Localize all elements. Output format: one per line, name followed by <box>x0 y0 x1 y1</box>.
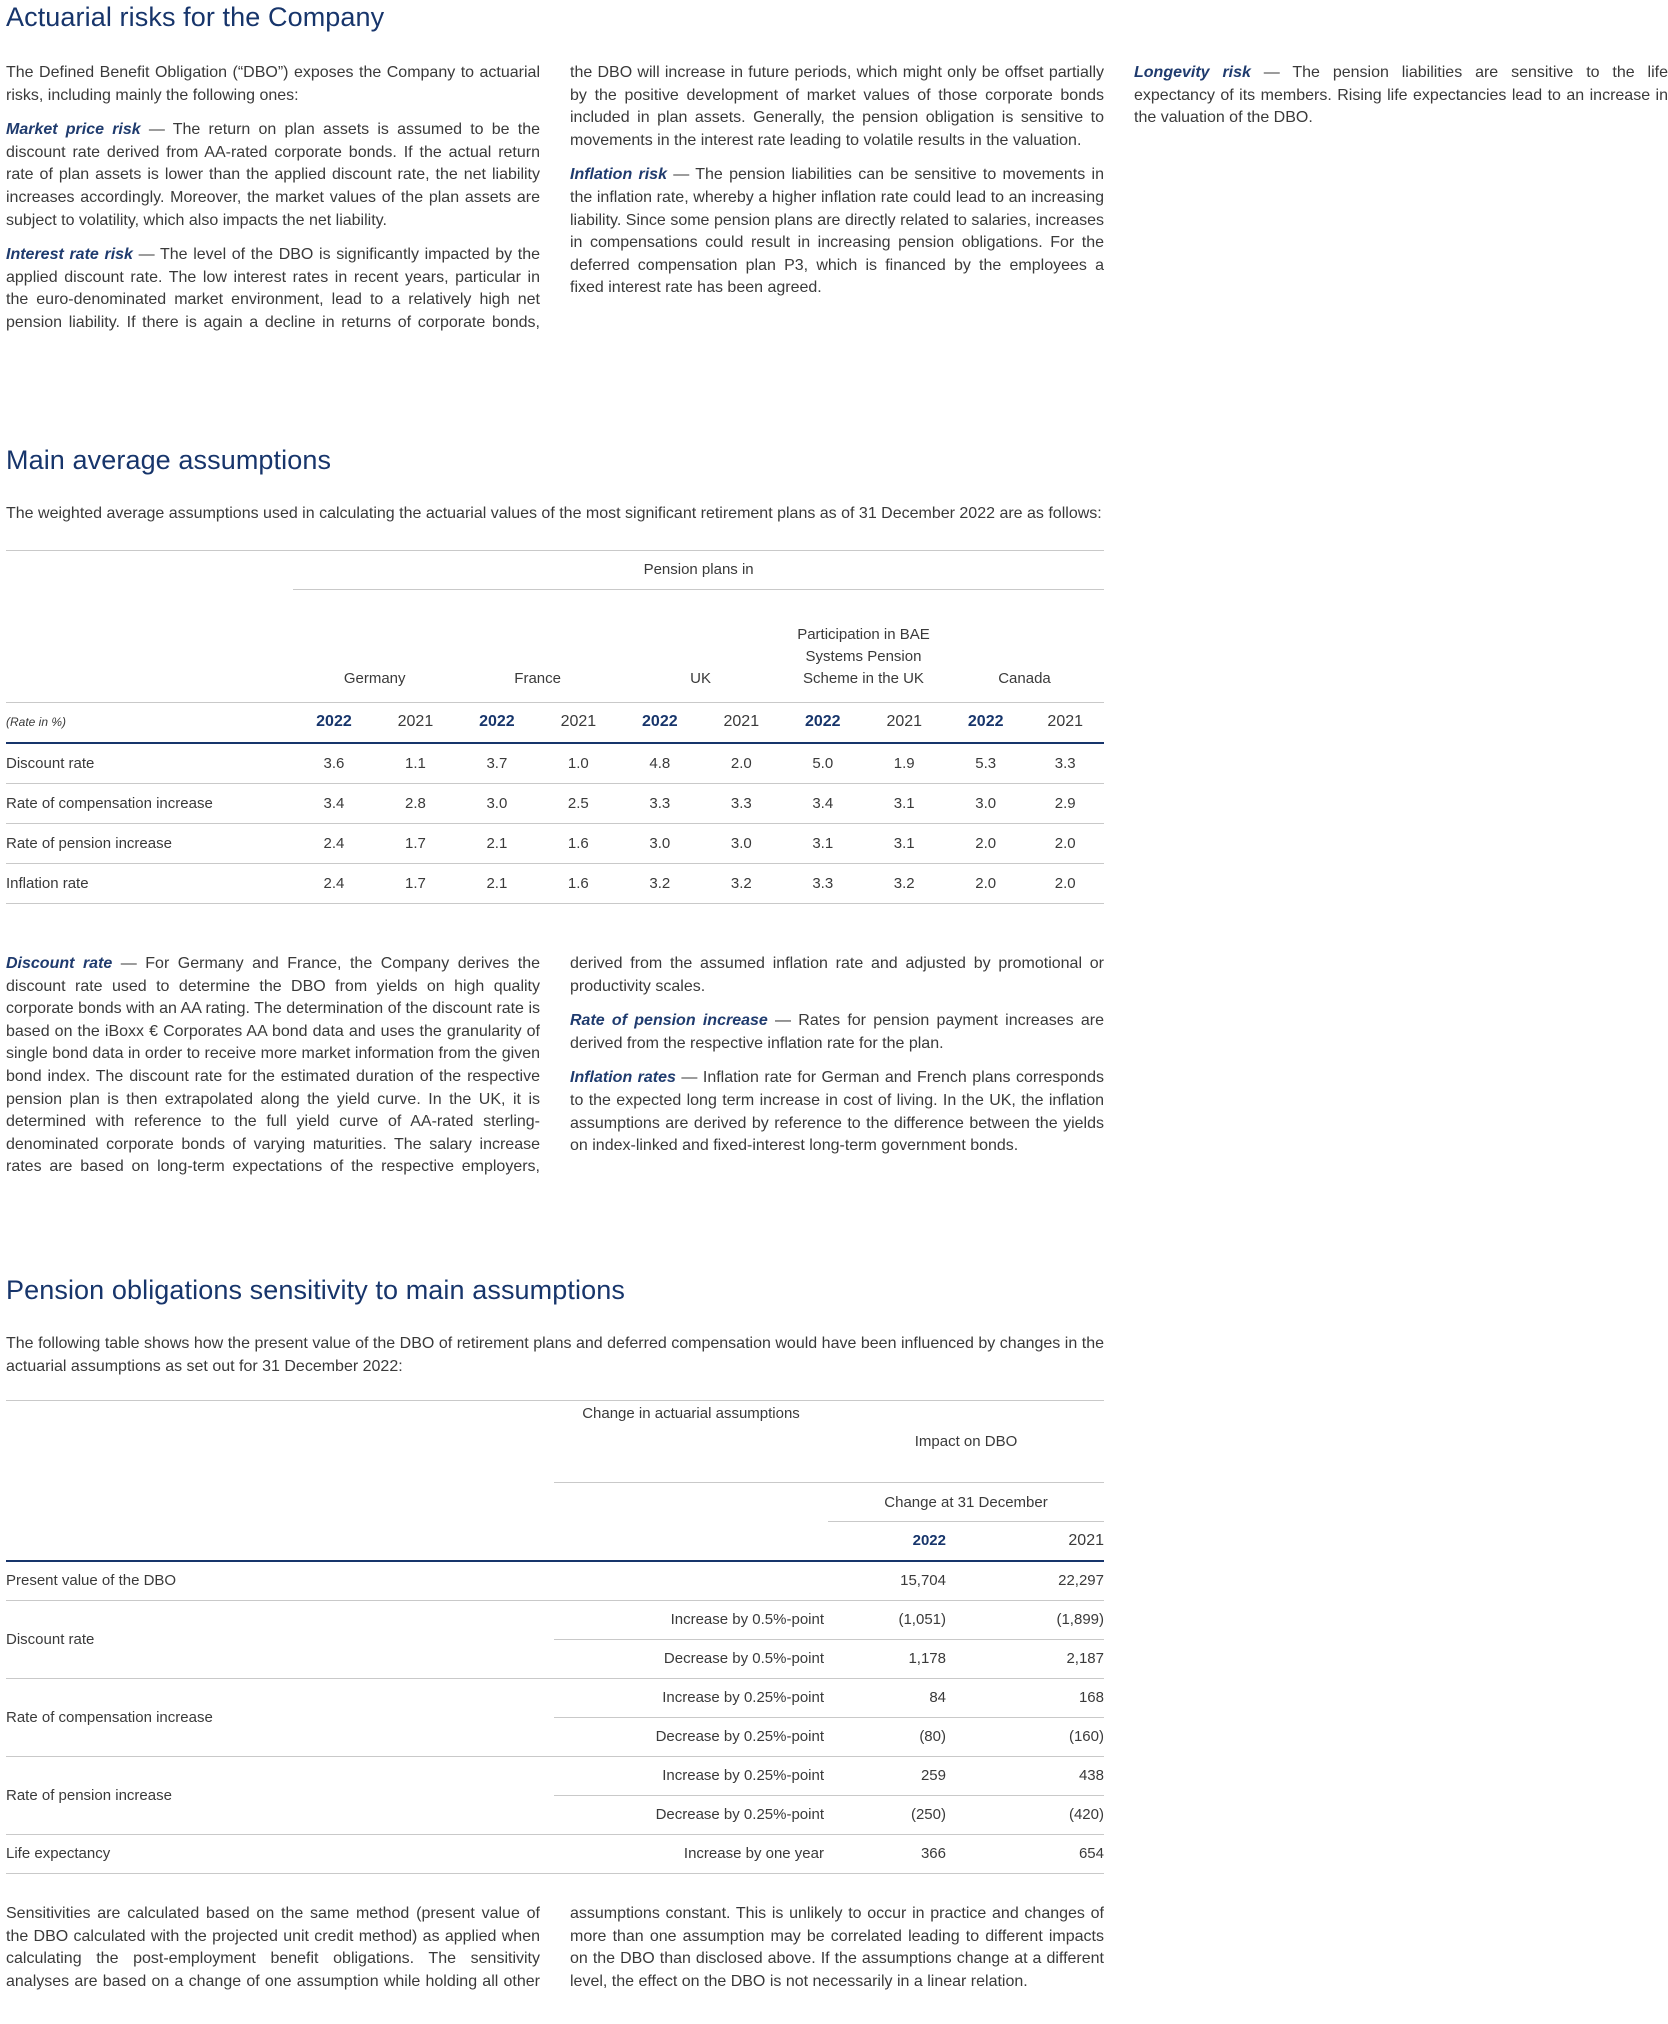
table-cell: 3.0 <box>649 834 671 852</box>
table-cell: 1.7 <box>404 874 426 892</box>
inflation-risk-label: Inflation risk <box>570 166 667 184</box>
table-cell: Increase by 0.25%-point <box>662 1689 824 1707</box>
table-cell: 2.1 <box>486 834 508 852</box>
row-label: Rate of compensation increase <box>6 1678 554 1756</box>
table-cell: Decrease by 0.5%-point <box>663 1650 824 1668</box>
year-header: 2021 <box>397 713 434 731</box>
main-assumptions-title: Main average assumptions <box>6 445 332 475</box>
table-cell: 259 <box>920 1767 946 1785</box>
table-row <box>6 823 1104 863</box>
table-cell: 84 <box>929 1689 946 1707</box>
table-cell: 2.0 <box>730 754 752 772</box>
table-cell: 1.1 <box>404 754 426 772</box>
longevity-risk-text: — The pension liabilities are sensitive to the life expectancy of its members. Rising life expectancies lead to an increase in the valuation of the DBO. <box>1134 64 1668 127</box>
table-cell: 3.0 <box>975 794 997 812</box>
table-cell: 2.0 <box>1054 834 1076 852</box>
year-header: 2021 <box>560 713 597 731</box>
pension-increase-note <box>570 1010 1104 1055</box>
table-cell: 2.9 <box>1054 794 1076 812</box>
table-cell: (160) <box>1068 1728 1104 1746</box>
table-cell: 3.1 <box>893 794 915 812</box>
table-cell: 22,297 <box>1058 1572 1104 1590</box>
table-cell: 2.0 <box>1054 874 1076 892</box>
change-at-header: Change at 31 December <box>828 1483 1104 1522</box>
table-cell: 2.1 <box>486 874 508 892</box>
rate-in-percent-label: (Rate in %) <box>6 715 67 730</box>
actuarial-risks-title: Actuarial risks for the Company <box>6 2 385 32</box>
plan-bae-header: Participation in BAE Systems Pension Scheme in the UK <box>797 625 930 687</box>
table-cell: 2.0 <box>975 834 997 852</box>
interest-rate-risk-label: Interest rate risk <box>6 246 133 264</box>
table-cell: 3.4 <box>812 794 834 812</box>
sensitivity-table <box>6 1400 1104 1874</box>
market-price-risk-label: Market price risk <box>6 121 141 139</box>
table-cell: 366 <box>920 1845 946 1863</box>
year-header: 2022 <box>912 1532 946 1550</box>
table-cell: 2.4 <box>323 874 345 892</box>
table-cell: Increase by 0.25%-point <box>662 1767 824 1785</box>
table-cell: (1,899) <box>1056 1611 1104 1629</box>
year-header: 2021 <box>1068 1531 1104 1549</box>
row-label: Discount rate <box>6 754 95 772</box>
discount-rate-note-label: Discount rate <box>6 955 113 972</box>
year-header: 2022 <box>967 713 1004 731</box>
table-cell: Increase by 0.5%-point <box>670 1611 824 1629</box>
table-row <box>6 1600 1104 1639</box>
inflation-rates-note-text: — Inflation rate for German and French plans corresponds to the expected long term increase in cost of living. In the UK, the inflation assumptions are derived by reference to the difference between the yields on index-linked and fixed-interest long-term government bonds. <box>570 1069 1105 1155</box>
table-cell: 3.0 <box>730 834 752 852</box>
table-cell: 1,178 <box>908 1650 946 1668</box>
longevity-risk-paragraph <box>1134 62 1668 130</box>
sensitivity-footer-text: Sensitivities are calculated based on the same method (present value of the DBO calculated with the projected unit credit method) as applied when calculating the post-employment benefit obligations. The sensitivity analyses are based on a change of one assumption while holding all other assumptions constant. This is unlikely to occur in practice and changes of more than one assumption may be correlated leading to different impacts on the DBO than disclosed above. If the assumptions change at a different level, the effect on the DBO is not necessarily in a linear relation. <box>6 1905 1104 1990</box>
table-cell: 3.7 <box>486 754 508 772</box>
table-cell: (250) <box>910 1806 946 1824</box>
sensitivity-section <box>6 1273 1104 1874</box>
plan-france-header: France <box>514 669 561 687</box>
table-cell: 3.3 <box>649 794 671 812</box>
change-in-assumptions-header: Change in actuarial assumptions <box>554 1401 828 1483</box>
table-cell: 3.0 <box>486 794 508 812</box>
plan-canada-header: Canada <box>998 669 1051 687</box>
table-row <box>6 1678 1104 1717</box>
row-label: Discount rate <box>6 1630 95 1648</box>
table-cell: 3.4 <box>323 794 345 812</box>
inflation-rates-note-label: Inflation rates <box>570 1069 676 1087</box>
year-header: 2021 <box>723 713 760 731</box>
plan-germany-header: Germany <box>343 669 406 687</box>
table-cell: (80) <box>919 1728 946 1746</box>
inflation-risk-text: — The pension liabilities can be sensitive to movements in the inflation rate, whereby a higher inflation rate could lead to an increasing liability. Since some pension plans are directly related to salaries, increases in compensations could result in increasing pension obligations. For the deferred compensation plan P3, which is financed by the employees a fixed interest rate has been agreed. <box>570 166 1104 297</box>
year-header: 2022 <box>479 713 515 731</box>
pension-increase-note-text: — Rates for pension payment increases are derived from the respective inflation rate for the plan. <box>570 1012 1104 1052</box>
longevity-risk-label: Longevity risk <box>1134 64 1251 81</box>
table-cell: Decrease by 0.25%-point <box>655 1806 824 1824</box>
table-cell: Decrease by 0.25%-point <box>655 1728 824 1746</box>
table-cell: 2.5 <box>567 794 589 812</box>
table-cell: 4.8 <box>649 754 671 772</box>
sensitivity-intro: The following table shows how the present value of the DBO of retirement plans and deferred compensation would have been influenced by changes in the actuarial assumptions as set out for 31 December 2022: <box>6 1335 1104 1375</box>
row-label: Life expectancy <box>6 1845 111 1863</box>
table-cell: 2.4 <box>323 834 345 852</box>
table-cell: 2,187 <box>1066 1650 1104 1668</box>
table-cell: 3.1 <box>812 834 834 852</box>
sensitivity-title: Pension obligations sensitivity to main assumptions <box>6 1275 625 1305</box>
table-cell: 2.0 <box>975 874 997 892</box>
table-cell: 3.2 <box>730 874 752 892</box>
pension-increase-note-label: Rate of pension increase <box>570 1012 768 1030</box>
table-row <box>6 1483 1104 1522</box>
table-row <box>6 1756 1104 1795</box>
table-cell: 654 <box>1078 1845 1104 1863</box>
main-assumptions-intro: The weighted average assumptions used in calculating the actuarial values of the most significant retirement plans as of 31 December 2022 are as follows: <box>6 505 1102 522</box>
table-cell: 1.6 <box>567 834 589 852</box>
table-row <box>6 1522 1104 1561</box>
table-row <box>6 589 1104 702</box>
table-cell: 1.7 <box>404 834 426 852</box>
plan-uk-header: UK <box>690 669 711 687</box>
table-cell: 3.6 <box>323 754 345 772</box>
table-cell: (1,051) <box>898 1611 946 1629</box>
inflation-risk-paragraph <box>570 164 1104 300</box>
table-row <box>6 1834 1104 1873</box>
table-cell: 438 <box>1078 1767 1104 1785</box>
table-cell: 1.6 <box>567 874 589 892</box>
pension-plans-header: Pension plans in <box>293 550 1104 589</box>
table-row <box>6 550 1104 589</box>
table-cell: 3.3 <box>812 874 834 892</box>
impact-on-dbo-header: Impact on DBO <box>828 1401 1104 1483</box>
table-cell: 3.2 <box>893 874 915 892</box>
actuarial-risks-section <box>6 0 1668 344</box>
table-row <box>6 1561 1104 1601</box>
interest-rate-risk-text: — The level of the DBO is significantly impacted by the applied discount rate. The low interest rates in recent years, particular in the euro-denominated market environment, lead to a relatively high net pension liability. If there is again a decline in returns of corporate bonds, the DBO will increase in future periods, which might only be offset partially by the positive development of market values of those corporate bonds included in plan assets. Generally, the pension obligation is sensitive to movements in the interest rate leading to volatile results in the valuation. <box>6 64 1104 331</box>
table-cell: 1.0 <box>567 754 589 772</box>
assumptions-notes <box>6 953 1104 1225</box>
inflation-rates-note <box>570 1067 1104 1157</box>
table-cell: (420) <box>1068 1806 1104 1824</box>
market-price-risk-paragraph <box>6 119 540 232</box>
table-row <box>6 702 1104 743</box>
row-label: Present value of the DBO <box>6 1572 177 1590</box>
year-header: 2022 <box>642 713 678 731</box>
row-label: Rate of pension increase <box>6 834 172 852</box>
table-cell: 5.3 <box>975 754 997 772</box>
sensitivity-footer <box>6 1903 1104 2018</box>
actuarial-risks-body <box>6 62 1668 344</box>
table-cell: 3.1 <box>893 834 915 852</box>
assumptions-table <box>6 550 1104 904</box>
market-price-risk-text: — The return on plan assets is assumed to be the discount rate derived from AA-rated corporate bonds. If the actual return rate of plan assets is lower than the applied discount rate, the net liability increases accordingly. Moreover, the market values of the plan assets are subject to volatility, which also impacts the net liability. <box>6 121 540 229</box>
table-row <box>6 783 1104 823</box>
row-label: Rate of pension increase <box>6 1756 554 1834</box>
table-cell: 15,704 <box>900 1572 946 1590</box>
table-cell: 3.2 <box>649 874 671 892</box>
table-cell: 3.3 <box>1054 754 1076 772</box>
table-cell: 1.9 <box>893 754 915 772</box>
table-row <box>6 743 1104 784</box>
table-cell: Increase by one year <box>683 1845 824 1863</box>
year-header: 2022 <box>316 713 352 731</box>
table-cell: 2.8 <box>404 794 426 812</box>
table-cell: 168 <box>1078 1689 1104 1707</box>
year-header: 2022 <box>804 713 841 731</box>
row-label: Inflation rate <box>6 874 89 892</box>
main-assumptions-section <box>6 443 1104 904</box>
actuarial-intro: The Defined Benefit Obligation (“DBO”) exposes the Company to actuarial risks, including mainly the following ones: <box>6 64 540 104</box>
table-row <box>6 1401 1104 1483</box>
discount-rate-note-text: — For Germany and France, the Company derives the discount rate used to determine the DBO from yields on high quality corporate bonds with an AA rating. The determination of the discount rate is based on the iBoxx € Corporates AA bond data and uses the granularity of single bond data in order to receive more market information from the given bond index. The discount rate for the estimated duration of the respective pension plan is then extrapolated along the yield curve. In the UK, it is determined with reference to the full yield curve of AA-rated sterling-denominated corporate bonds of varying maturities. The salary increase rates are based on long-term expectations of the respective employers, derived from the assumed inflation rate and adjusted by promotional or productivity scales. <box>6 955 1104 1176</box>
row-label: Rate of compensation increase <box>6 794 213 812</box>
year-header: 2021 <box>886 713 923 731</box>
year-header: 2021 <box>1047 713 1084 731</box>
table-row <box>6 863 1104 903</box>
table-cell: 5.0 <box>812 754 834 772</box>
table-cell: 3.3 <box>730 794 752 812</box>
